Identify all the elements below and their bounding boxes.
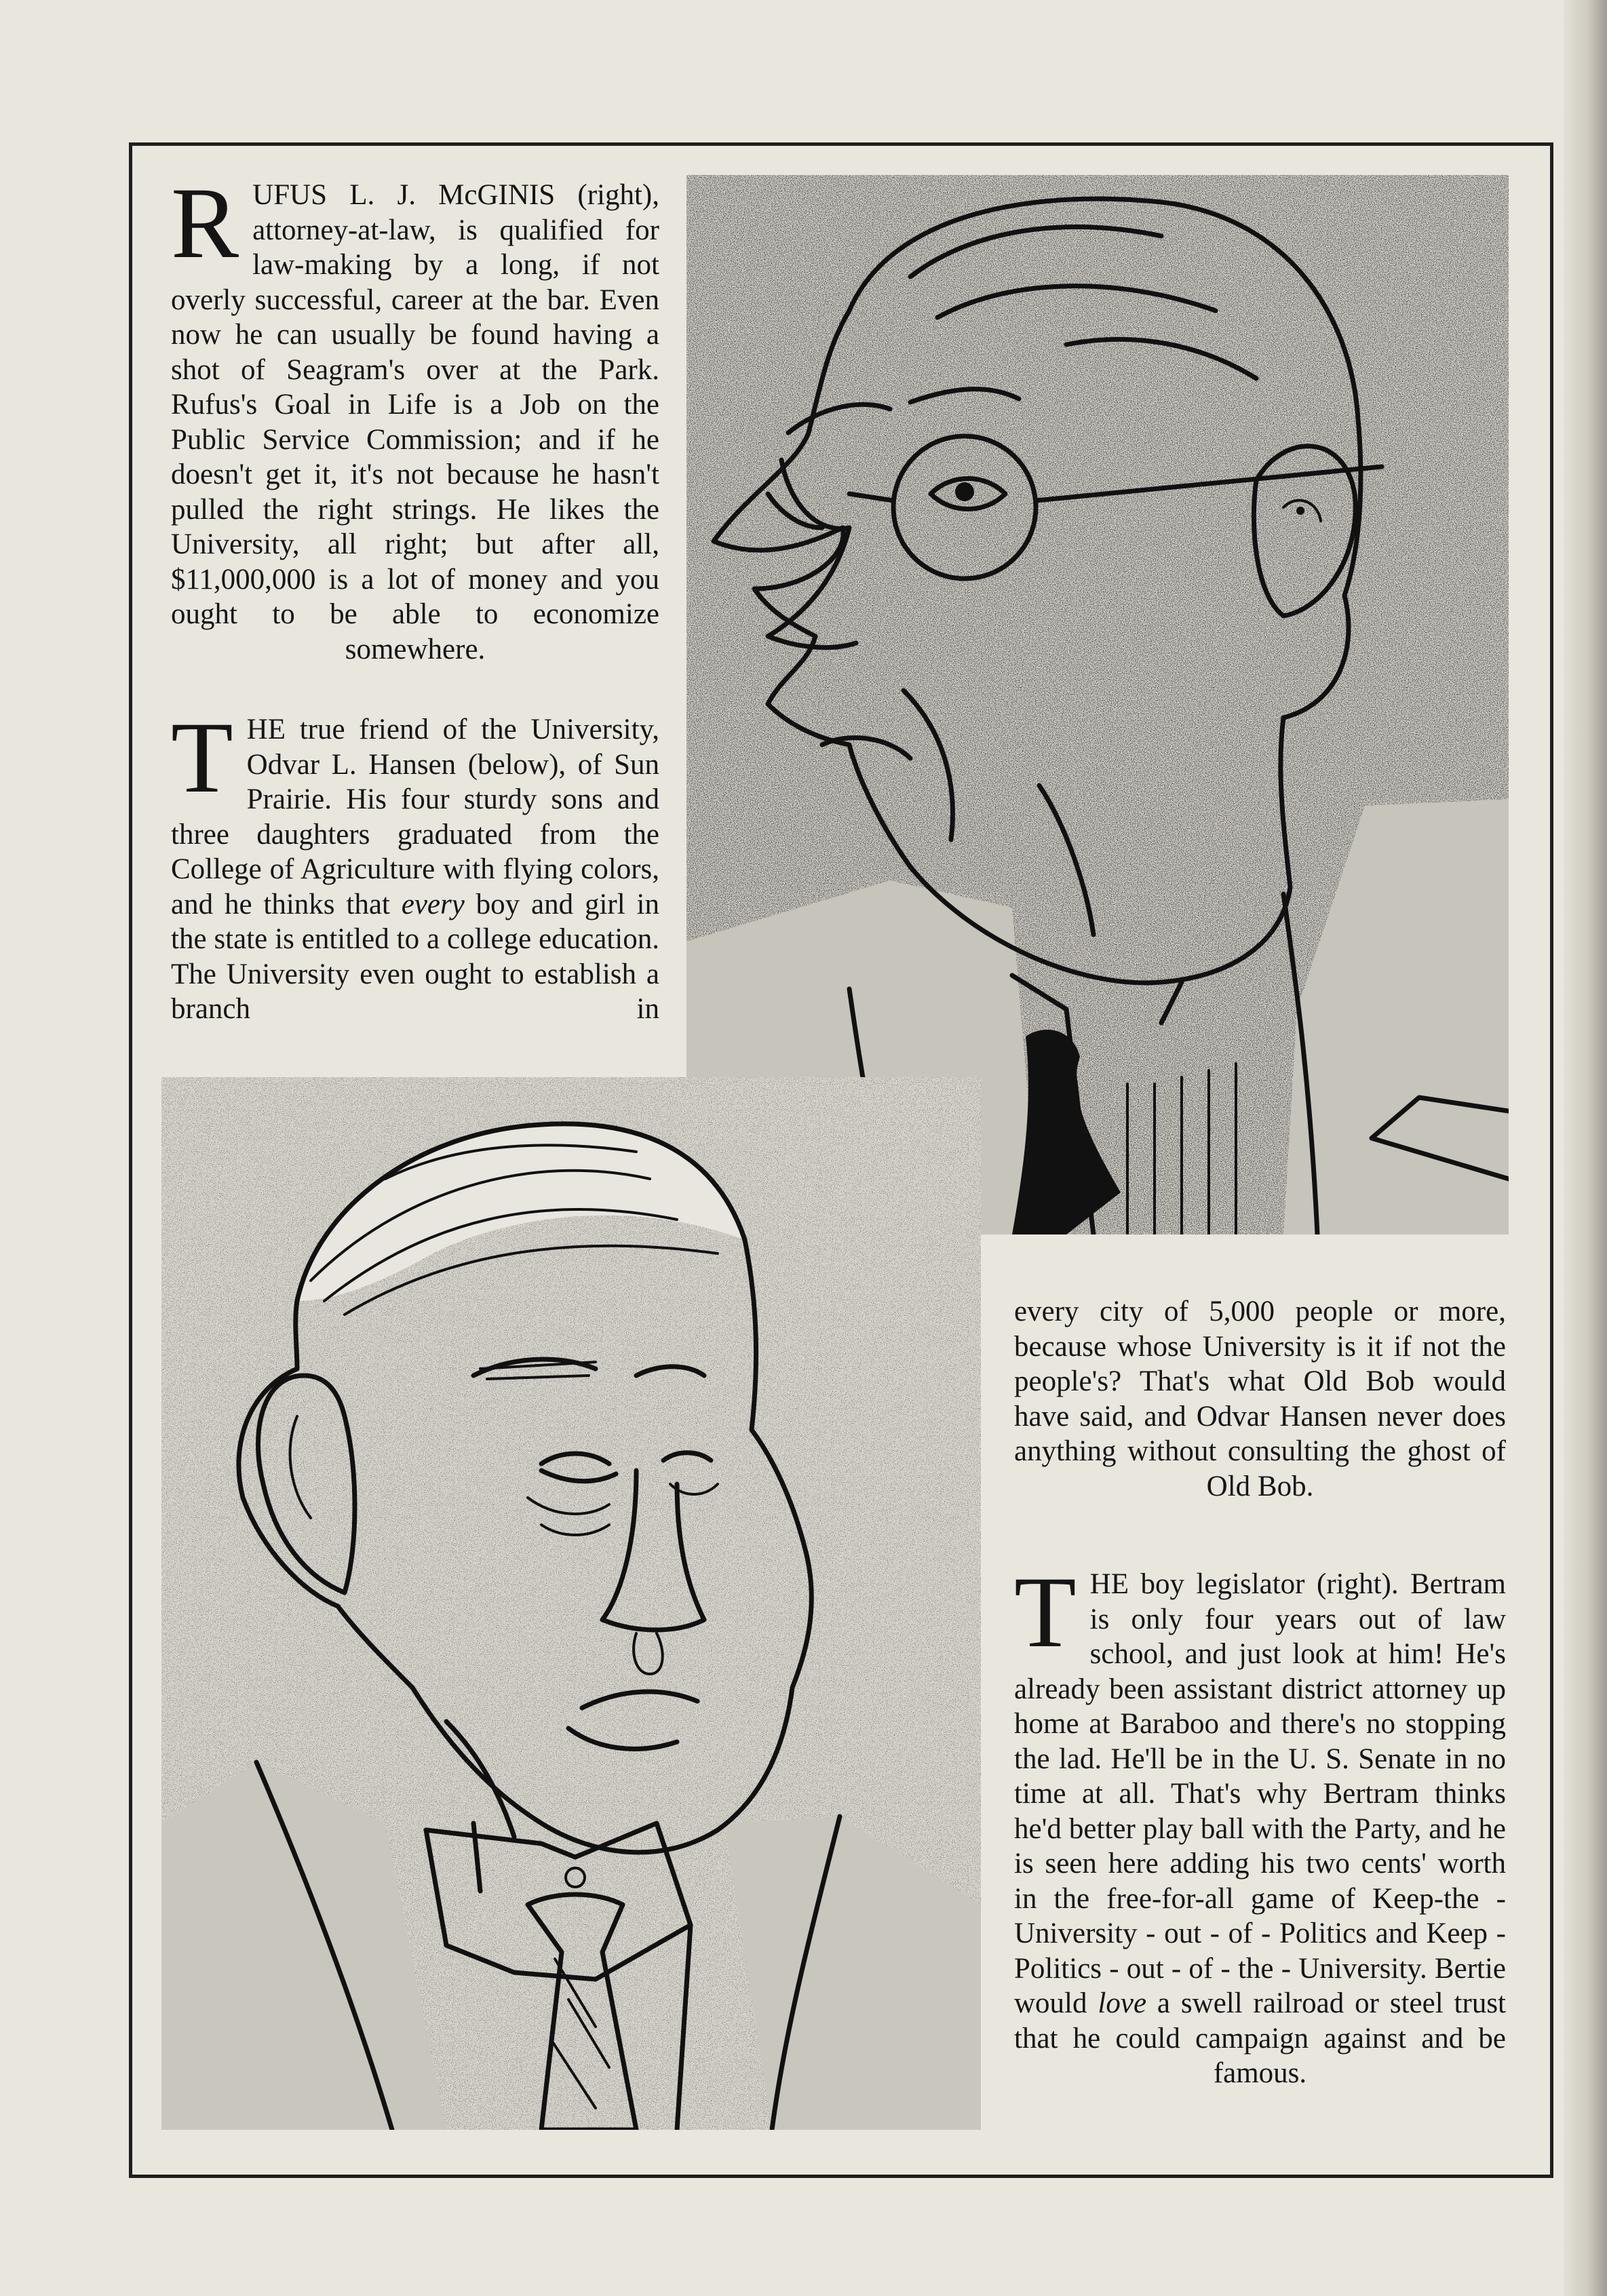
dropcap-t-bertram: T: [1014, 1556, 1077, 1669]
dropcap-t: T: [171, 701, 233, 814]
hansen-caricature: [161, 1077, 981, 2130]
hansen-paragraph: [171, 701, 660, 1027]
hansen-text-start: HE true friend of the University, Odvar L. Hansen (below), of Sun Prairie. His four sturdy sons and three daughters graduated from the College of Agriculture with flying colors, and he thinks that: [171, 714, 659, 920]
hansen-continued-paragraph: [1014, 1294, 1506, 1504]
bertram-emphasis: love: [1098, 1987, 1147, 2019]
dropcap-r: R: [171, 167, 239, 279]
mcginis-caricature: [686, 175, 1509, 1234]
bertram-text-start: HE boy legislator (right). Bertram is only four years out of law school, and just look at him! He's already been assistant district attorney up home at Baraboo and there's no stopping the lad. He'll be in the U. S. Senate in no time at all. That's why Bertram thinks he'd better play ball with the Party, and he is seen here adding his two cents' worth in the free-for-all game of Keep-the - University - out - of - Politics and Keep - Politics - out - of - the - University. Bertie would: [1014, 1568, 1506, 2019]
mcginis-text: UFUS L. J. McGINIS (right), attorney-at-law, is qualified for law-making by a long, if not overly successful, career at the bar. Even now he can usually be found having a shot of Seagram's over at the Park. Rufus's Goal in Life is a Job on the Public Service Commission; and if he doesn't get it, it's not because he hasn't pulled the right strings. He likes the University, all right; but after all, $11,000,000 is a lot of money and you ought to be able to economize somewhere.: [171, 179, 659, 665]
hansen-continued-text: every city of 5,000 people or more, because whose University is it if not the people's? That's what Old Bob would have said, and Odvar Hansen never does anything without consulting the ghost of Old Bob.: [1014, 1296, 1506, 1502]
page-edge-shadow: [1564, 0, 1607, 2296]
bertram-paragraph: [1014, 1556, 1507, 2091]
mcginis-paragraph: [171, 167, 659, 667]
bertram-text-end: a swell railroad or steel trust that he could campaign against and be famous.: [1014, 1987, 1507, 2089]
hansen-emphasis: every: [401, 888, 465, 920]
hansen-text-end: boy and girl in the state is entitled to a college education. The University even ought to establish a branch in: [171, 888, 660, 1025]
